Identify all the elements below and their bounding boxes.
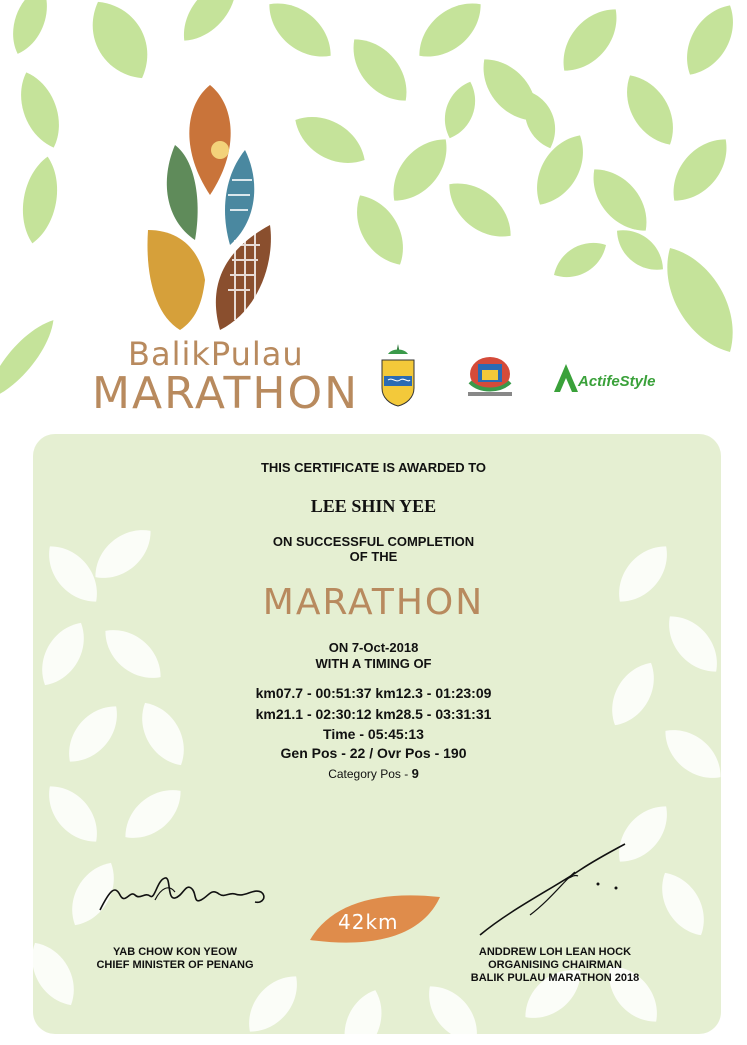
timing-heading: WITH A TIMING OF [315, 656, 432, 671]
chairman-signature [470, 840, 640, 940]
chief-minister-signature [95, 870, 270, 920]
completion-line-1: ON SUCCESSFUL COMPLETION [272, 534, 475, 549]
positions: Gen Pos - 22 / Ovr Pos - 190 [280, 745, 467, 761]
right-signatory [440, 946, 670, 985]
event-date: ON 7-Oct-2018 [328, 640, 419, 655]
right-signatory-event: BALIK PULAU MARATHON 2018 [470, 972, 640, 984]
event-name: MARATHON [262, 582, 485, 623]
finish-time: Time - 05:45:13 [323, 726, 424, 742]
left-signatory-name: YAB CHOW KON YEOW [112, 946, 238, 958]
penang-state-crest-icon [378, 340, 418, 408]
actifestyle-logo-icon [552, 362, 580, 396]
left-signatory-title: CHIEF MINISTER OF PENANG [96, 959, 254, 971]
left-signatory [60, 946, 290, 972]
actifestyle-logo-text: ActifeStyle [578, 373, 656, 390]
awarded-to-heading: THIS CERTIFICATE IS AWARDED TO [260, 460, 487, 475]
recipient-name: LEE SHIN YEE [310, 496, 437, 516]
city-council-crest-icon [462, 354, 518, 400]
event-logo-line2: MARATHON [92, 368, 360, 419]
marathon-emblem-icon [140, 80, 280, 335]
split-times-1: km07.7 - 00:51:37 km12.3 - 01:23:09 [255, 685, 492, 701]
event-logo-line1: BalikPulau [128, 335, 304, 373]
split-times-2: km21.1 - 02:30:12 km28.5 - 03:31:31 [255, 706, 492, 722]
right-signatory-name: ANDDREW LOH LEAN HOCK [478, 946, 632, 958]
category-label: Category Pos - [328, 767, 412, 781]
category-value: 9 [411, 766, 419, 781]
distance-badge-text: 42km [338, 910, 399, 934]
completion-line-2: OF THE [349, 549, 398, 564]
category-position [0, 766, 747, 781]
right-signatory-title: ORGANISING CHAIRMAN [488, 959, 622, 971]
